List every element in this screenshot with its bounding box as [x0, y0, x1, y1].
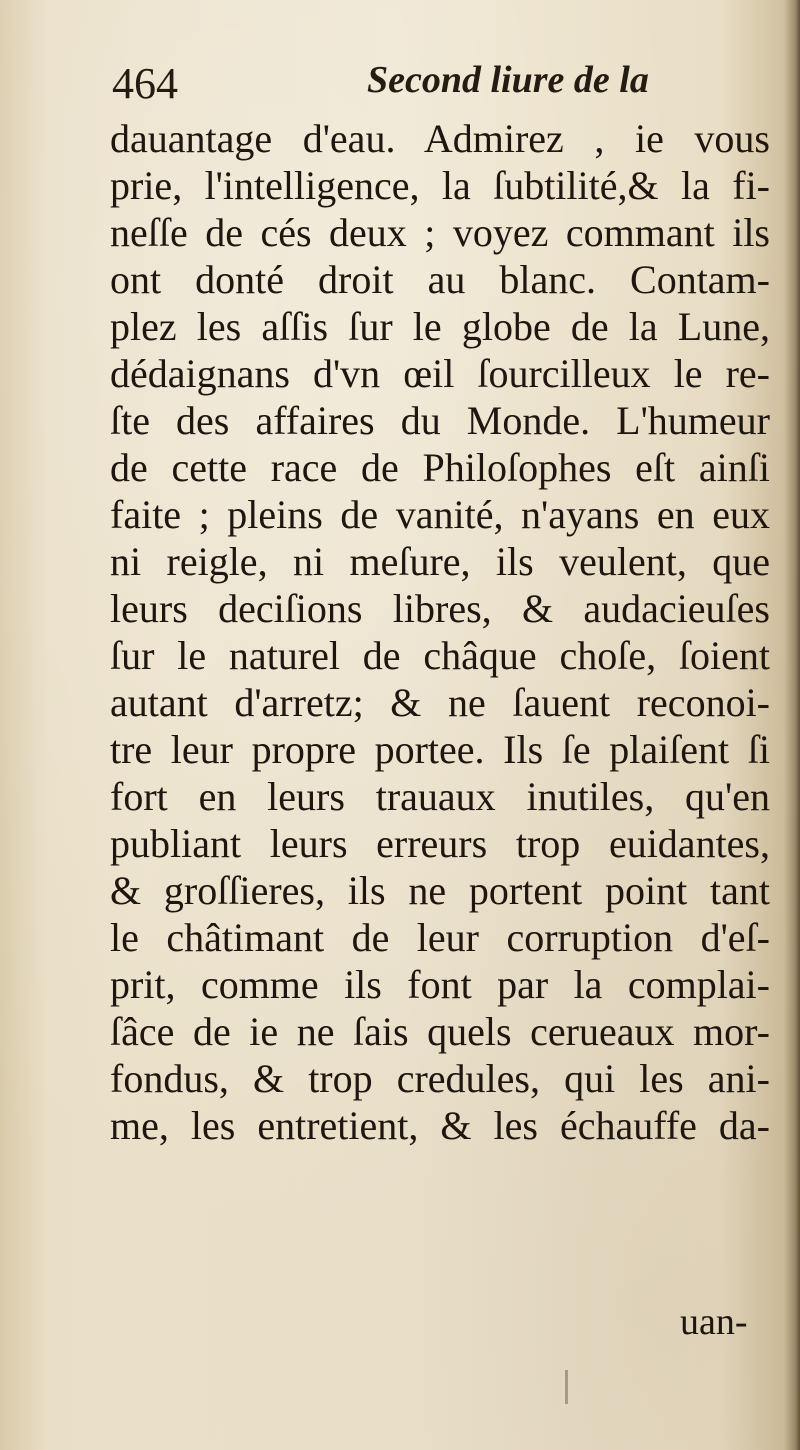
text-line: & groſſieres, ils ne portent point tant [110, 868, 770, 913]
text-line: ſur le naturel de châque choſe, ſoient [110, 633, 770, 678]
text-line: plez les aſſis ſur le globe de la Lune, [110, 304, 770, 349]
body-text [110, 115, 770, 1149]
page-edge-shadow [784, 0, 800, 1450]
text-line: dédaignans d'vn œil ſourcilleux le re- [110, 351, 770, 396]
catchword: uan- [680, 1301, 748, 1343]
text-line: de cette race de Philoſophes eſt ainſi [110, 445, 770, 490]
text-line: ſte des affaires du Monde. L'humeur [110, 398, 770, 443]
text-line: prie, l'intelligence, la ſubtilité,& la fi- [110, 163, 770, 208]
text-line: le châtimant de leur corruption d'eſ- [110, 915, 770, 960]
text-line: faite ; pleins de vanité, n'ayans en eux [110, 492, 770, 537]
text-line: leurs deciſions libres, & audacieuſes [110, 586, 770, 631]
text-line: publiant leurs erreurs trop euidantes, [110, 821, 770, 866]
text-line: me, les entretient, & les échauffe da- [110, 1103, 770, 1148]
text-line: ont donté droit au blanc. Contam- [110, 257, 770, 302]
running-head: Second liure de la [367, 59, 649, 101]
text-line: autant d'arretz; & ne ſauent reconoi- [110, 680, 770, 725]
text-line: fondus, & trop credules, qui les ani- [110, 1056, 770, 1101]
text-line: fort en leurs trauaux inutiles, qu'en [110, 774, 770, 819]
page-header [112, 58, 672, 118]
paper-blemish [565, 1370, 568, 1404]
text-line: tre leur propre portee. Ils ſe plaiſent ſi [110, 727, 770, 772]
text-line: ni reigle, ni meſure, ils veulent, que [110, 539, 770, 584]
text-line: ſâce de ie ne ſais quels cerueaux mor- [110, 1009, 770, 1054]
text-line: dauantage d'eau. Admirez , ie vous [110, 116, 770, 161]
text-line: neſſe de cés deux ; voyez commant ils [110, 210, 770, 255]
text-line: prit, comme ils font par la complai- [110, 962, 770, 1007]
page-number: 464 [112, 59, 178, 108]
